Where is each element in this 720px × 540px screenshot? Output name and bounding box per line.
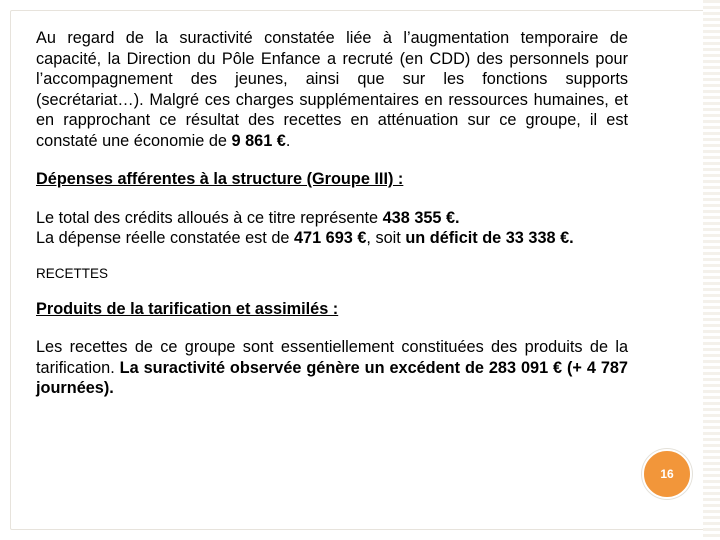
depense-connector: , soit (366, 229, 406, 247)
paragraph-text: Au regard de la suractivité constatée liée à l’augmentation temporaire de capacité, la Direction du Pôle Enfance a recruté (en CDD) des personnels pour l’accompagnement des jeunes, ainsi que sur les fonctions supports (secrétariat…). Malgré ces charges supplémentaires en ressources humaines, et en rapprochant ce résultat des recettes en atténuation sur ce groupe, il est constaté une économie de (36, 29, 628, 150)
paragraph-recettes (36, 337, 628, 399)
slide-content (36, 28, 628, 399)
section-recettes: RECETTES (36, 265, 109, 281)
decorative-stripe-band (703, 0, 720, 540)
heading-depenses: Dépenses afférentes à la structure (Groupe III) : (36, 170, 404, 188)
credits-amount: 438 355 €. (382, 208, 460, 227)
economie-amount: 9 861 € (231, 131, 286, 150)
excedent-text: La suractivité observée génère un excédent de 283 091 € (+ 4 787 journées). (36, 358, 628, 397)
paragraph-suractivite (36, 28, 628, 151)
depense-text: La dépense réelle constatée est de (36, 229, 294, 247)
credits-text: Le total des crédits alloués à ce titre représente (36, 208, 383, 227)
depense-amount: 471 693 € (293, 229, 367, 247)
recettes-text: Les recettes de ce groupe sont essentiellement constituées des produits de la tarification. (36, 338, 628, 377)
heading-produits: Produits de la tarification et assimilés : (36, 299, 339, 318)
deficit-amount: un déficit de 33 338 €. (405, 229, 574, 247)
paragraph-end: . (285, 131, 291, 150)
page-number-badge: 16 (642, 449, 692, 499)
paragraph-credits (36, 208, 628, 249)
